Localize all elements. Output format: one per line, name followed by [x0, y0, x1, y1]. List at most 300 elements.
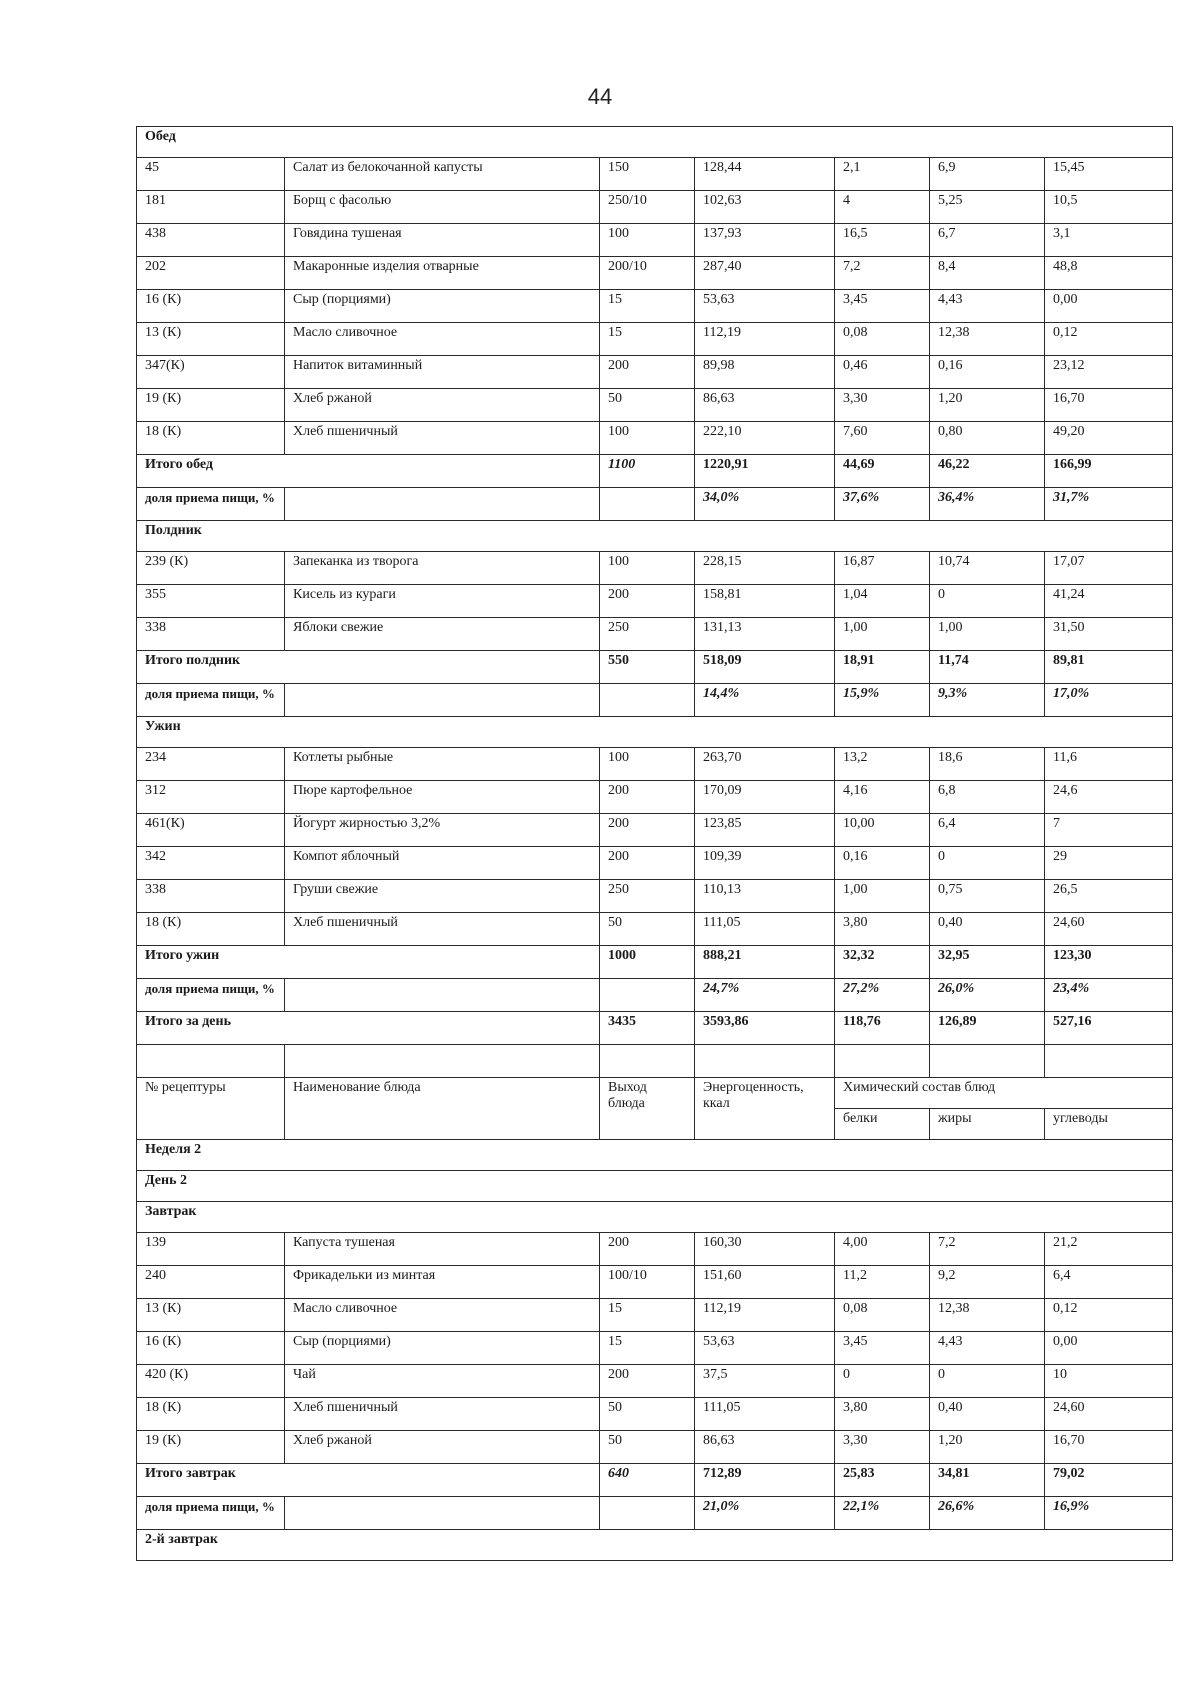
dish-fat: 8,4 [930, 257, 1045, 290]
dish-fat: 0,75 [930, 880, 1045, 913]
recipe-code: 202 [137, 257, 285, 290]
dish-energy: 53,63 [695, 1332, 835, 1365]
dish-carbs: 21,2 [1045, 1233, 1173, 1266]
recipe-code: 338 [137, 880, 285, 913]
share-empty [285, 979, 600, 1012]
second-breakfast-label: 2-й завтрак [137, 1530, 1173, 1561]
dish-name: Хлеб ржаной [285, 389, 600, 422]
dish-carbs: 48,8 [1045, 257, 1173, 290]
recipe-code: 312 [137, 781, 285, 814]
total-yield: 640 [600, 1464, 695, 1497]
share-row [137, 979, 1173, 1012]
share-energy: 34,0% [695, 488, 835, 521]
header-fat: жиры [930, 1109, 1045, 1140]
dish-fat: 0,40 [930, 1398, 1045, 1431]
dish-row [137, 257, 1173, 290]
second-breakfast-row [137, 1530, 1173, 1561]
dish-energy: 222,10 [695, 422, 835, 455]
dish-yield: 15 [600, 323, 695, 356]
dish-energy: 111,05 [695, 913, 835, 946]
dish-energy: 137,93 [695, 224, 835, 257]
dish-carbs: 49,20 [1045, 422, 1173, 455]
dish-row [137, 356, 1173, 389]
recipe-code: 461(К) [137, 814, 285, 847]
dish-name: Компот яблочный [285, 847, 600, 880]
dish-row [137, 880, 1173, 913]
dish-name: Макаронные изделия отварные [285, 257, 600, 290]
section-title: Полдник [137, 521, 1173, 552]
dish-yield: 250 [600, 618, 695, 651]
recipe-code: 338 [137, 618, 285, 651]
share-row [137, 1497, 1173, 1530]
share-empty [285, 488, 600, 521]
total-label: Итого обед [137, 455, 600, 488]
dish-name: Яблоки свежие [285, 618, 600, 651]
dish-protein: 10,00 [835, 814, 930, 847]
empty-cell [835, 1045, 930, 1078]
dish-name: Напиток витаминный [285, 356, 600, 389]
menu-table [136, 126, 1173, 1561]
dish-carbs: 29 [1045, 847, 1173, 880]
dish-yield: 200 [600, 1233, 695, 1266]
dish-fat: 1,20 [930, 1431, 1045, 1464]
share-fat: 9,3% [930, 684, 1045, 717]
total-fat: 11,74 [930, 651, 1045, 684]
dish-name: Груши свежие [285, 880, 600, 913]
empty-cell [600, 1045, 695, 1078]
day-total-row [137, 1012, 1173, 1045]
dish-energy: 53,63 [695, 290, 835, 323]
dish-energy: 158,81 [695, 585, 835, 618]
total-carbs: 79,02 [1045, 1464, 1173, 1497]
total-row [137, 946, 1173, 979]
dish-name: Сыр (порциями) [285, 290, 600, 323]
dish-name: Фрикадельки из минтая [285, 1266, 600, 1299]
day-total-carbs: 527,16 [1045, 1012, 1173, 1045]
dish-row [137, 814, 1173, 847]
dish-yield: 50 [600, 1398, 695, 1431]
dish-fat: 4,43 [930, 290, 1045, 323]
total-label: Итого завтрак [137, 1464, 600, 1497]
dish-yield: 250/10 [600, 191, 695, 224]
dish-energy: 263,70 [695, 748, 835, 781]
dish-energy: 110,13 [695, 880, 835, 913]
dish-row [137, 1233, 1173, 1266]
day-label: День 2 [137, 1171, 1173, 1202]
share-empty [600, 684, 695, 717]
dish-fat: 0,16 [930, 356, 1045, 389]
dish-energy: 287,40 [695, 257, 835, 290]
total-row [137, 651, 1173, 684]
total-protein: 32,32 [835, 946, 930, 979]
dish-fat: 0,80 [930, 422, 1045, 455]
dish-carbs: 31,50 [1045, 618, 1173, 651]
dish-fat: 0,40 [930, 913, 1045, 946]
share-carbs: 23,4% [1045, 979, 1173, 1012]
dish-protein: 7,2 [835, 257, 930, 290]
dish-protein: 3,30 [835, 1431, 930, 1464]
dish-fat: 6,8 [930, 781, 1045, 814]
dish-protein: 0 [835, 1365, 930, 1398]
section-title: Завтрак [137, 1202, 1173, 1233]
dish-yield: 200 [600, 814, 695, 847]
dish-fat: 18,6 [930, 748, 1045, 781]
dish-carbs: 11,6 [1045, 748, 1173, 781]
dish-carbs: 0,12 [1045, 323, 1173, 356]
dish-fat: 1,00 [930, 618, 1045, 651]
dish-fat: 0 [930, 1365, 1045, 1398]
dish-fat: 6,4 [930, 814, 1045, 847]
dish-carbs: 10,5 [1045, 191, 1173, 224]
dish-protein: 0,08 [835, 323, 930, 356]
dish-row [137, 1365, 1173, 1398]
total-protein: 44,69 [835, 455, 930, 488]
header-chem: Химический состав блюд [835, 1078, 1173, 1109]
recipe-code: 438 [137, 224, 285, 257]
dish-protein: 1,04 [835, 585, 930, 618]
empty-cell [285, 1045, 600, 1078]
dish-name: Говядина тушеная [285, 224, 600, 257]
dish-fat: 9,2 [930, 1266, 1045, 1299]
dish-fat: 6,9 [930, 158, 1045, 191]
dish-row [137, 422, 1173, 455]
total-energy: 888,21 [695, 946, 835, 979]
dish-row [137, 191, 1173, 224]
dish-protein: 11,2 [835, 1266, 930, 1299]
dish-name: Кисель из кураги [285, 585, 600, 618]
dish-fat: 4,43 [930, 1332, 1045, 1365]
dish-yield: 200 [600, 356, 695, 389]
day-row [137, 1171, 1173, 1202]
dish-name: Котлеты рыбные [285, 748, 600, 781]
dish-name: Йогурт жирностью 3,2% [285, 814, 600, 847]
dish-carbs: 17,07 [1045, 552, 1173, 585]
dish-protein: 3,80 [835, 1398, 930, 1431]
dish-yield: 200 [600, 585, 695, 618]
total-carbs: 89,81 [1045, 651, 1173, 684]
dish-carbs: 16,70 [1045, 1431, 1173, 1464]
week-row [137, 1140, 1173, 1171]
dish-carbs: 15,45 [1045, 158, 1173, 191]
dish-carbs: 0,00 [1045, 290, 1173, 323]
dish-row [137, 323, 1173, 356]
dish-energy: 111,05 [695, 1398, 835, 1431]
share-protein: 37,6% [835, 488, 930, 521]
share-empty [600, 979, 695, 1012]
dish-carbs: 10 [1045, 1365, 1173, 1398]
share-empty [285, 684, 600, 717]
section-title: Ужин [137, 717, 1173, 748]
dish-name: Пюре картофельное [285, 781, 600, 814]
dish-yield: 15 [600, 290, 695, 323]
dish-carbs: 0,12 [1045, 1299, 1173, 1332]
week-label: Неделя 2 [137, 1140, 1173, 1171]
recipe-code: 13 (К) [137, 323, 285, 356]
share-protein: 27,2% [835, 979, 930, 1012]
dish-carbs: 26,5 [1045, 880, 1173, 913]
recipe-code: 240 [137, 1266, 285, 1299]
dish-yield: 200 [600, 781, 695, 814]
dish-carbs: 24,60 [1045, 1398, 1173, 1431]
share-empty [600, 488, 695, 521]
dish-yield: 100 [600, 422, 695, 455]
recipe-code: 19 (К) [137, 1431, 285, 1464]
dish-row [137, 290, 1173, 323]
dish-name: Масло сливочное [285, 1299, 600, 1332]
share-fat: 26,6% [930, 1497, 1045, 1530]
recipe-code: 139 [137, 1233, 285, 1266]
share-row [137, 684, 1173, 717]
total-carbs: 123,30 [1045, 946, 1173, 979]
header-protein: белки [835, 1109, 930, 1140]
empty-cell [1045, 1045, 1173, 1078]
dish-row [137, 1266, 1173, 1299]
empty-cell [695, 1045, 835, 1078]
dish-yield: 200/10 [600, 257, 695, 290]
share-carbs: 31,7% [1045, 488, 1173, 521]
dish-yield: 200 [600, 847, 695, 880]
section-title-row [137, 521, 1173, 552]
dish-fat: 12,38 [930, 1299, 1045, 1332]
share-carbs: 17,0% [1045, 684, 1173, 717]
dish-energy: 109,39 [695, 847, 835, 880]
day-total-fat: 126,89 [930, 1012, 1045, 1045]
dish-row [137, 1431, 1173, 1464]
share-energy: 14,4% [695, 684, 835, 717]
recipe-code: 420 (К) [137, 1365, 285, 1398]
total-label: Итого полдник [137, 651, 600, 684]
section-title: Обед [137, 127, 1173, 158]
dish-protein: 3,80 [835, 913, 930, 946]
dish-yield: 100 [600, 224, 695, 257]
empty-cell [930, 1045, 1045, 1078]
dish-name: Хлеб пшеничный [285, 1398, 600, 1431]
share-label: доля приема пищи, % [137, 1497, 285, 1530]
recipe-code: 234 [137, 748, 285, 781]
share-protein: 15,9% [835, 684, 930, 717]
total-row [137, 1464, 1173, 1497]
dish-energy: 123,85 [695, 814, 835, 847]
total-fat: 34,81 [930, 1464, 1045, 1497]
dish-energy: 170,09 [695, 781, 835, 814]
section-title-row [137, 1202, 1173, 1233]
dish-name: Капуста тушеная [285, 1233, 600, 1266]
dish-protein: 1,00 [835, 880, 930, 913]
header-carbs: углеводы [1045, 1109, 1173, 1140]
recipe-code: 18 (К) [137, 422, 285, 455]
dish-protein: 4,16 [835, 781, 930, 814]
dish-row [137, 781, 1173, 814]
dish-yield: 250 [600, 880, 695, 913]
recipe-code: 18 (К) [137, 913, 285, 946]
dish-carbs: 24,6 [1045, 781, 1173, 814]
share-row [137, 488, 1173, 521]
dish-row [137, 389, 1173, 422]
dish-yield: 150 [600, 158, 695, 191]
dish-protein: 13,2 [835, 748, 930, 781]
dish-fat: 7,2 [930, 1233, 1045, 1266]
dish-yield: 15 [600, 1332, 695, 1365]
dish-row [137, 158, 1173, 191]
recipe-code: 16 (К) [137, 1332, 285, 1365]
dish-carbs: 41,24 [1045, 585, 1173, 618]
dish-yield: 100/10 [600, 1266, 695, 1299]
dish-yield: 15 [600, 1299, 695, 1332]
recipe-code: 347(К) [137, 356, 285, 389]
dish-row [137, 224, 1173, 257]
dish-protein: 2,1 [835, 158, 930, 191]
dish-carbs: 16,70 [1045, 389, 1173, 422]
dish-row [137, 618, 1173, 651]
dish-name: Борщ с фасолью [285, 191, 600, 224]
dish-carbs: 7 [1045, 814, 1173, 847]
share-label: доля приема пищи, % [137, 684, 285, 717]
dish-carbs: 23,12 [1045, 356, 1173, 389]
section-title-row [137, 717, 1173, 748]
recipe-code: 13 (К) [137, 1299, 285, 1332]
total-label: Итого ужин [137, 946, 600, 979]
total-yield: 550 [600, 651, 695, 684]
dish-name: Хлеб пшеничный [285, 913, 600, 946]
dish-energy: 37,5 [695, 1365, 835, 1398]
day-total-energy: 3593,86 [695, 1012, 835, 1045]
dish-protein: 0,46 [835, 356, 930, 389]
dish-yield: 200 [600, 1365, 695, 1398]
dish-protein: 4 [835, 191, 930, 224]
dish-row [137, 1332, 1173, 1365]
dish-protein: 4,00 [835, 1233, 930, 1266]
dish-protein: 0,16 [835, 847, 930, 880]
dish-yield: 100 [600, 552, 695, 585]
total-carbs: 166,99 [1045, 455, 1173, 488]
dish-energy: 86,63 [695, 389, 835, 422]
dish-energy: 131,13 [695, 618, 835, 651]
day-total-yield: 3435 [600, 1012, 695, 1045]
share-energy: 24,7% [695, 979, 835, 1012]
dish-row [137, 1398, 1173, 1431]
dish-row [137, 748, 1173, 781]
dish-energy: 151,60 [695, 1266, 835, 1299]
dish-yield: 50 [600, 389, 695, 422]
header-energy: Энергоценность, ккал [695, 1078, 835, 1140]
total-fat: 32,95 [930, 946, 1045, 979]
recipe-code: 16 (К) [137, 290, 285, 323]
menu-table-body [137, 127, 1173, 1561]
dish-name: Хлеб ржаной [285, 1431, 600, 1464]
dish-protein: 1,00 [835, 618, 930, 651]
dish-energy: 86,63 [695, 1431, 835, 1464]
total-protein: 18,91 [835, 651, 930, 684]
recipe-code: 45 [137, 158, 285, 191]
dish-fat: 1,20 [930, 389, 1045, 422]
column-header-row [137, 1078, 1173, 1109]
total-energy: 518,09 [695, 651, 835, 684]
total-yield: 1000 [600, 946, 695, 979]
dish-yield: 50 [600, 1431, 695, 1464]
dish-carbs: 0,00 [1045, 1332, 1173, 1365]
recipe-code: 18 (К) [137, 1398, 285, 1431]
recipe-code: 239 (К) [137, 552, 285, 585]
share-carbs: 16,9% [1045, 1497, 1173, 1530]
total-protein: 25,83 [835, 1464, 930, 1497]
total-yield: 1100 [600, 455, 695, 488]
dish-protein: 3,30 [835, 389, 930, 422]
dish-row [137, 552, 1173, 585]
dish-energy: 102,63 [695, 191, 835, 224]
dish-fat: 0 [930, 847, 1045, 880]
dish-protein: 16,5 [835, 224, 930, 257]
dish-energy: 89,98 [695, 356, 835, 389]
dish-fat: 10,74 [930, 552, 1045, 585]
dish-carbs: 24,60 [1045, 913, 1173, 946]
dish-energy: 112,19 [695, 1299, 835, 1332]
share-fat: 36,4% [930, 488, 1045, 521]
dish-name: Чай [285, 1365, 600, 1398]
dish-fat: 12,38 [930, 323, 1045, 356]
dish-yield: 100 [600, 748, 695, 781]
dish-protein: 3,45 [835, 290, 930, 323]
share-label: доля приема пищи, % [137, 488, 285, 521]
header-code: № рецептуры [137, 1078, 285, 1140]
share-label: доля приема пищи, % [137, 979, 285, 1012]
dish-name: Масло сливочное [285, 323, 600, 356]
share-energy: 21,0% [695, 1497, 835, 1530]
share-empty [600, 1497, 695, 1530]
dish-name: Запеканка из творога [285, 552, 600, 585]
empty-row [137, 1045, 1173, 1078]
day-total-protein: 118,76 [835, 1012, 930, 1045]
dish-row [137, 847, 1173, 880]
share-empty [285, 1497, 600, 1530]
dish-fat: 6,7 [930, 224, 1045, 257]
empty-cell [137, 1045, 285, 1078]
total-energy: 1220,91 [695, 455, 835, 488]
share-fat: 26,0% [930, 979, 1045, 1012]
dish-protein: 7,60 [835, 422, 930, 455]
dish-row [137, 1299, 1173, 1332]
recipe-code: 342 [137, 847, 285, 880]
recipe-code: 355 [137, 585, 285, 618]
dish-fat: 5,25 [930, 191, 1045, 224]
dish-carbs: 6,4 [1045, 1266, 1173, 1299]
dish-fat: 0 [930, 585, 1045, 618]
dish-protein: 16,87 [835, 552, 930, 585]
dish-protein: 0,08 [835, 1299, 930, 1332]
share-protein: 22,1% [835, 1497, 930, 1530]
dish-yield: 50 [600, 913, 695, 946]
total-fat: 46,22 [930, 455, 1045, 488]
header-name: Наименование блюда [285, 1078, 600, 1140]
total-row [137, 455, 1173, 488]
dish-energy: 128,44 [695, 158, 835, 191]
dish-row [137, 913, 1173, 946]
total-energy: 712,89 [695, 1464, 835, 1497]
dish-name: Салат из белокочанной капусты [285, 158, 600, 191]
dish-name: Сыр (порциями) [285, 1332, 600, 1365]
day-total-label: Итого за день [137, 1012, 600, 1045]
dish-carbs: 3,1 [1045, 224, 1173, 257]
header-yield: Выход блюда [600, 1078, 695, 1140]
dish-energy: 112,19 [695, 323, 835, 356]
recipe-code: 181 [137, 191, 285, 224]
dish-energy: 160,30 [695, 1233, 835, 1266]
dish-name: Хлеб пшеничный [285, 422, 600, 455]
page-number: 44 [587, 84, 613, 109]
dish-energy: 228,15 [695, 552, 835, 585]
section-title-row [137, 127, 1173, 158]
dish-row [137, 585, 1173, 618]
dish-protein: 3,45 [835, 1332, 930, 1365]
